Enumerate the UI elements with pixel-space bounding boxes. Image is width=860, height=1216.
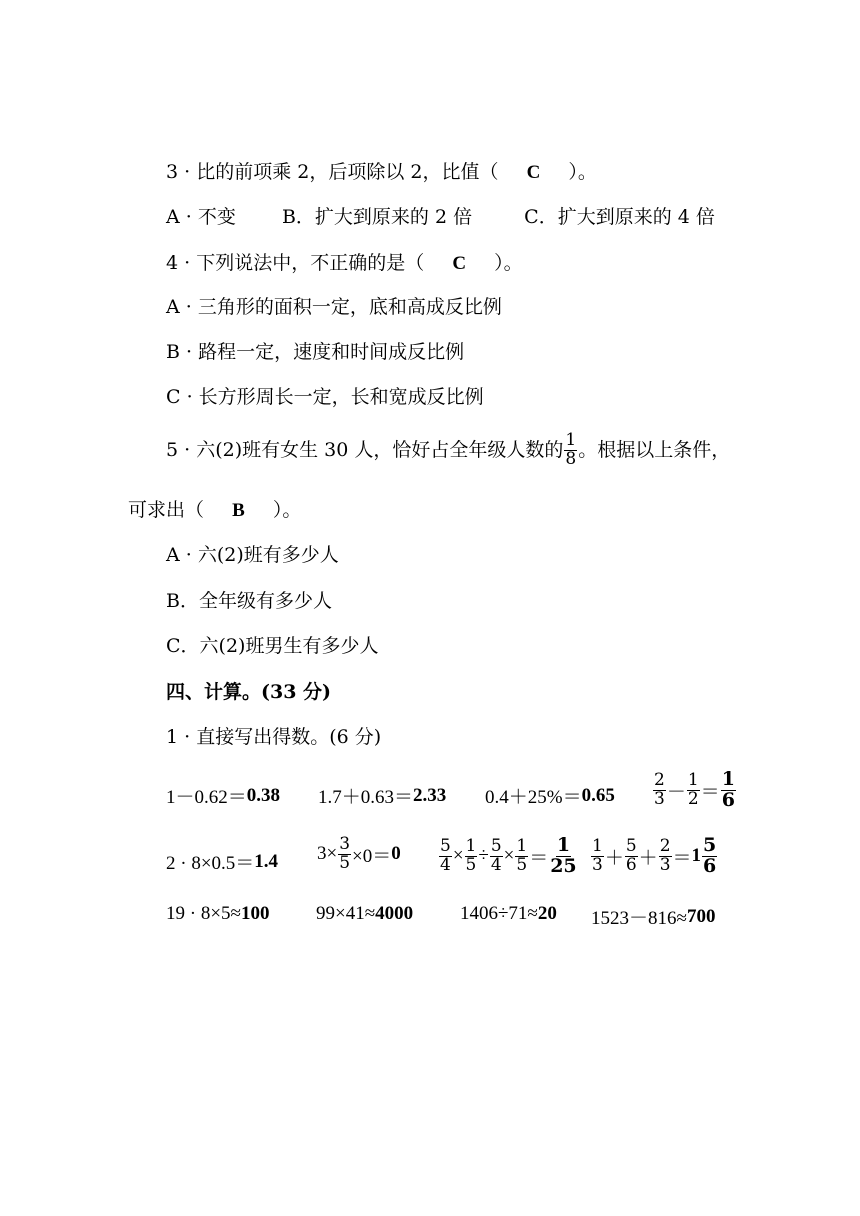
row2-expr2-post: ×0＝ <box>352 845 392 867</box>
q5-line2 <box>128 498 301 523</box>
section-title: 四、计算。(33 分) <box>166 681 332 703</box>
frac <box>465 838 478 875</box>
q4-option-b: B · 路程一定，速度和时间成反比例 <box>166 341 465 363</box>
frac-den: 5 <box>339 852 351 873</box>
row3-expr3 <box>460 903 557 925</box>
operator: × <box>452 845 464 867</box>
row2-expr4 <box>590 836 718 877</box>
frac-num: 1 <box>556 834 571 856</box>
row3-expr4-answer: 700 <box>686 905 716 927</box>
frac-num: 1 <box>516 836 528 857</box>
row3-expr4 <box>591 903 715 930</box>
row2-expr3 <box>438 836 579 877</box>
row3-expr4-text: 1523－816≈ <box>591 908 687 929</box>
q4-stem: 4 · 下列说法中，不正确的是（ <box>166 252 425 274</box>
row1-expr4 <box>652 770 737 811</box>
row1-expr1-text: 1－0.62＝ <box>166 787 247 808</box>
frac-num: 5 <box>703 834 717 856</box>
row1-expr3 <box>485 782 615 809</box>
frac <box>653 772 666 809</box>
frac-num: 5 <box>625 836 637 857</box>
q3-stem: 3 · 比的前项乘 2，后项除以 2，比值（ <box>166 161 499 183</box>
frac-num: 3 <box>339 834 351 854</box>
frac-num: 2 <box>654 770 665 791</box>
answer-frac <box>702 836 717 877</box>
row1-expr2-answer: 2.33 <box>413 784 447 806</box>
frac-num: 1 <box>465 836 477 857</box>
q3-answer: C <box>526 162 541 183</box>
frac <box>338 836 351 873</box>
frac-num: 5 <box>490 836 502 857</box>
frac-den: 6 <box>721 788 735 811</box>
row3-expr2 <box>316 903 413 925</box>
row1-expr3-answer: 0.65 <box>581 784 615 806</box>
row2-expr1-answer: 1.4 <box>254 850 279 872</box>
q3-option-c: C．扩大到原来的 4 倍 <box>524 206 715 228</box>
row3-expr2-answer: 4000 <box>375 903 414 924</box>
row1-expr2 <box>318 782 446 809</box>
q3-options <box>166 205 715 229</box>
row1-expr1-answer: 0.38 <box>246 784 281 806</box>
q5-line2-text: 可求出（ <box>128 499 205 521</box>
frac-den: 6 <box>703 854 717 877</box>
q4-answer: C <box>452 253 467 274</box>
q5-answer: B <box>232 500 245 521</box>
frac <box>490 838 503 875</box>
frac-den: 5 <box>516 854 528 875</box>
row2-expr1-text: 2 · 8×0.5＝ <box>166 853 255 874</box>
q4-stem-line <box>166 251 523 276</box>
q4-option-a: A · 三角形的面积一定，底和高成反比例 <box>166 296 502 318</box>
q5-stem-end: 。根据以上条件， <box>578 439 731 462</box>
operator: ＋ <box>604 847 624 869</box>
equals: ＝ <box>700 781 720 803</box>
q5-option-c: C．六(2)班男生有多少人 <box>166 635 379 657</box>
frac <box>659 838 672 875</box>
frac-den: 3 <box>592 854 603 875</box>
frac <box>687 772 700 809</box>
frac-den: 3 <box>654 788 665 809</box>
q4-option-c: C · 长方形周长一定，长和宽成反比例 <box>166 386 484 408</box>
q5-fraction <box>564 432 577 469</box>
frac-num: 5 <box>440 836 451 857</box>
frac <box>591 838 604 875</box>
operator: － <box>666 781 686 803</box>
frac-num: 1 <box>687 770 699 791</box>
q5-frac-den: 8 <box>565 448 577 469</box>
q5-close: ）。 <box>272 499 302 521</box>
frac-den: 4 <box>440 854 451 875</box>
frac-den: 4 <box>490 854 502 875</box>
row3-expr3-text: 1406÷71≈ <box>460 903 538 924</box>
q5-option-b: B．全年级有多少人 <box>166 590 332 612</box>
section-subtitle: 1 · 直接写出得数。(6 分) <box>166 726 382 748</box>
q5-option-a: A · 六(2)班有多少人 <box>166 544 339 566</box>
answer-frac <box>549 836 577 877</box>
q5-frac-num: 1 <box>565 430 577 450</box>
row3-expr1-text: 19 · 8×5≈ <box>166 903 241 924</box>
operator: ＋ <box>638 847 658 869</box>
row3-expr2-text: 99×41≈ <box>316 903 376 924</box>
row2-expr2-pre: 3× <box>317 843 338 865</box>
row1-expr3-text: 0.4＋25%＝ <box>485 787 582 808</box>
row2-expr2 <box>317 836 401 873</box>
frac-den: 2 <box>687 788 699 809</box>
row1-expr1 <box>166 782 280 809</box>
frac <box>625 838 638 875</box>
row1-expr2-text: 1.7＋0.63＝ <box>318 787 414 808</box>
frac <box>515 838 528 875</box>
frac-den: 25 <box>550 854 577 877</box>
q3-option-b: B．扩大到原来的 2 倍 <box>281 206 473 228</box>
row2-expr1 <box>166 848 278 875</box>
answer-whole: 1 <box>691 845 702 867</box>
q3-option-a: A · 不变 <box>166 206 236 228</box>
answer-frac <box>721 770 736 811</box>
operator: ÷ <box>478 845 489 867</box>
frac-den: 3 <box>659 854 671 875</box>
row3-expr1 <box>166 903 269 925</box>
frac <box>439 838 452 875</box>
frac-num: 1 <box>721 768 735 790</box>
q4-close: ）。 <box>494 252 523 274</box>
q5-stem: 5 · 六(2)班有女生 30 人，恰好占全年级人数的 <box>166 439 564 462</box>
frac-num: 2 <box>659 836 671 857</box>
q3-stem-line <box>166 160 597 185</box>
q5-stem-line <box>166 432 730 469</box>
q3-close: ）。 <box>568 161 597 183</box>
row3-expr1-answer: 100 <box>240 903 270 924</box>
equals: ＝ <box>529 847 549 869</box>
frac-den: 6 <box>625 854 637 875</box>
frac-den: 5 <box>465 854 477 875</box>
operator: × <box>503 845 515 867</box>
row3-expr3-answer: 20 <box>537 903 557 924</box>
row2-expr2-answer: 0 <box>391 843 401 865</box>
equals: ＝ <box>672 847 692 869</box>
frac-num: 1 <box>592 836 603 857</box>
